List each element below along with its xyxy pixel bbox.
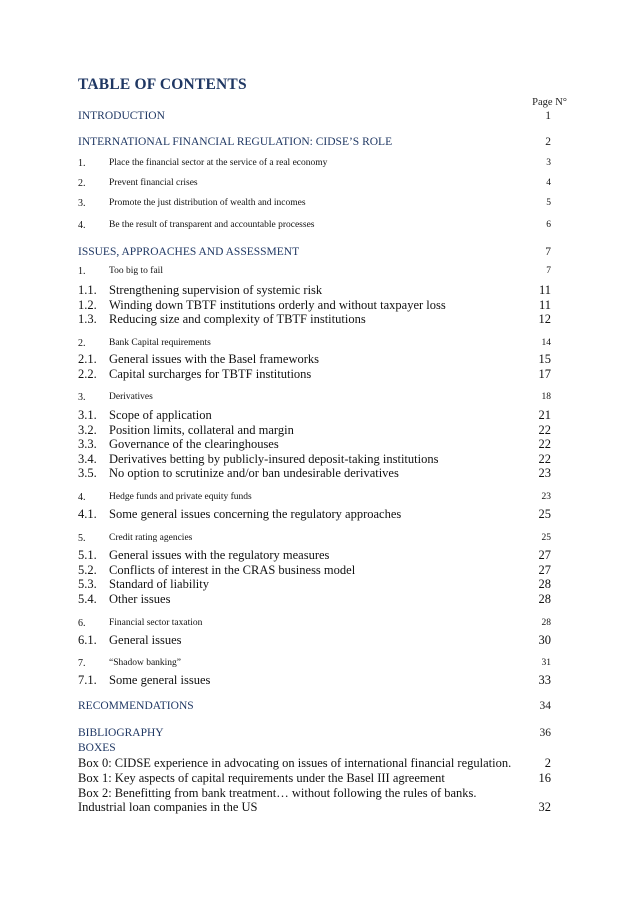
toc-entry-text: Credit rating agencies — [109, 533, 193, 543]
toc-entry-text: Position limits, collateral and margin — [109, 423, 294, 437]
toc-entry — [78, 367, 551, 384]
toc-entry-page: 17 — [538, 367, 551, 381]
toc-entry-number: 1.2. — [78, 298, 97, 312]
toc-entry — [78, 198, 551, 215]
toc-entry-page: 3 — [546, 158, 551, 168]
toc-entry — [78, 392, 551, 409]
toc-entry-page: 28 — [541, 618, 551, 628]
toc-entry-page: 2 — [545, 136, 551, 148]
toc-entry-page: 1 — [545, 110, 551, 122]
toc-entry-number: 6.1. — [78, 633, 97, 647]
toc-entry — [78, 673, 551, 690]
toc-entry-page: 31 — [541, 658, 551, 668]
toc-entry-text: Place the financial sector at the service of a real economy — [109, 158, 328, 168]
toc-entry-number: 5. — [78, 533, 86, 544]
toc-entry-page: 11 — [538, 283, 551, 297]
toc-entry-text: Scope of application — [109, 408, 212, 422]
toc-entry-text: Box 2: Benefitting from bank treatment… without following the rules of banks. — [78, 786, 477, 800]
toc-entry-page: 22 — [538, 452, 551, 466]
page-number-column-label: Page N° — [532, 97, 567, 108]
toc-entry-text: No option to scrutinize and/or ban undesirable derivatives — [109, 466, 399, 480]
toc-entry — [78, 110, 551, 127]
toc-entry-number: 2.1. — [78, 352, 97, 366]
toc-entry-page: 5 — [546, 198, 551, 208]
toc-entry-number: 2.2. — [78, 367, 97, 381]
toc-entry-page: 11 — [538, 298, 551, 312]
toc-entry-page: 16 — [538, 771, 551, 785]
toc-entry-page: 22 — [538, 437, 551, 451]
toc-entry-page: 34 — [539, 700, 551, 712]
toc-entry-number: 1. — [78, 266, 86, 277]
toc-entry-page: 6 — [546, 220, 551, 230]
toc-entry-text: General issues — [109, 633, 182, 647]
toc-entry-text: Capital surcharges for TBTF institutions — [109, 367, 312, 381]
toc-entry-text: Prevent financial crises — [109, 178, 198, 188]
toc-entry-page: 2 — [544, 756, 551, 770]
toc-entry-text: Reducing size and complexity of TBTF institutions — [109, 312, 366, 326]
toc-entry-text: Some general issues — [109, 673, 211, 687]
toc-entry-number: 3.3. — [78, 437, 97, 451]
toc-entry-number: 5.1. — [78, 548, 97, 562]
toc-entry-page: 23 — [538, 466, 551, 480]
toc-entry — [78, 220, 551, 237]
toc-entry-number: 4. — [78, 492, 86, 503]
toc-entry-page: 27 — [538, 563, 551, 577]
toc-entry-number: 6. — [78, 618, 86, 629]
toc-entry-page: 25 — [541, 533, 551, 543]
toc-entry-text: Conflicts of interest in the CRAS business model — [109, 563, 356, 577]
toc-entry-page: 4 — [546, 178, 551, 188]
toc-entry-page: 18 — [541, 392, 551, 402]
toc-entry-text: Some general issues concerning the regulatory approaches — [109, 507, 402, 521]
toc-entry-page: 12 — [538, 312, 551, 326]
toc-entry-page: 36 — [539, 727, 551, 739]
toc-entry — [78, 178, 551, 195]
toc-entry-number: 1. — [78, 158, 86, 169]
toc-entry-text: Be the result of transparent and accountable processes — [109, 220, 315, 230]
toc-entry-page: 7 — [546, 266, 551, 276]
toc-entry-text: Standard of liability — [109, 577, 209, 591]
toc-entry-page: 30 — [538, 633, 551, 647]
toc-entry-text: General issues with the Basel frameworks — [109, 352, 320, 366]
toc-entry-number: 4.1. — [78, 507, 97, 521]
toc-entry-text: Financial sector taxation — [109, 618, 203, 628]
toc-entry-number: 3.5. — [78, 466, 97, 480]
toc-entry-number: 3.4. — [78, 452, 97, 466]
toc-entry-page: 28 — [538, 592, 551, 606]
toc-entry-text: INTRODUCTION — [78, 110, 165, 122]
toc-entry-text: Promote the just distribution of wealth and incomes — [109, 198, 306, 208]
toc-entry-text: General issues with the regulatory measures — [109, 548, 330, 562]
toc-entry-page: 22 — [538, 423, 551, 437]
toc-entry-text: Hedge funds and private equity funds — [109, 492, 252, 502]
toc-entry — [78, 312, 551, 329]
toc-entry-text: Box 1: Key aspects of capital requirements under the Basel III agreement — [78, 771, 445, 785]
toc-entry-page: 25 — [538, 507, 551, 521]
toc-entry — [78, 633, 551, 650]
toc-entry-number: 5.4. — [78, 592, 97, 606]
toc-entry-text: Box 0: CIDSE experience in advocating on issues of international financial regulation. — [78, 756, 512, 770]
toc-entry-number: 2. — [78, 338, 86, 349]
toc-entry-number: 1.1. — [78, 283, 97, 297]
toc-entry-number: 1.3. — [78, 312, 97, 326]
toc-entry — [78, 592, 551, 609]
toc-entry-page: 21 — [538, 408, 551, 422]
toc-entry-number: 5.2. — [78, 563, 97, 577]
toc-entry-text: Governance of the clearinghouses — [109, 437, 279, 451]
toc-entry-text: BOXES — [78, 742, 116, 754]
toc-entry-text: Derivatives — [109, 392, 153, 402]
toc-entry-number: 7. — [78, 658, 86, 669]
toc-entry-page: 32 — [538, 800, 551, 814]
toc-entry-page: 23 — [541, 492, 551, 502]
toc-entry-text: Winding down TBTF institutions orderly and without taxpayer loss — [109, 298, 446, 312]
toc-entry-page: 27 — [538, 548, 551, 562]
toc-entry-text: “Shadow banking” — [109, 658, 182, 668]
toc-entry-text: Industrial loan companies in the US — [78, 800, 258, 814]
toc-entry-page: 15 — [538, 352, 551, 366]
toc-entry-number: 3. — [78, 198, 86, 209]
toc-entry-text: Strengthening supervision of systemic risk — [109, 283, 323, 297]
toc-entry — [78, 466, 551, 483]
toc-entry — [78, 246, 551, 263]
toc-entry-page: 7 — [545, 246, 551, 258]
toc-entry-text: Other issues — [109, 592, 171, 606]
toc-entry-text: INTERNATIONAL FINANCIAL REGULATION: CIDSE’S ROLE — [78, 136, 393, 148]
toc-entry — [78, 800, 551, 817]
toc-entry — [78, 507, 551, 524]
toc-entry — [78, 136, 551, 153]
toc-entry-page: 14 — [541, 338, 551, 348]
toc-entry-page: 33 — [538, 673, 551, 687]
toc-title: TABLE OF CONTENTS — [78, 76, 247, 93]
toc-entry — [78, 158, 551, 175]
toc-entry — [78, 700, 551, 717]
toc-entry-text: Bank Capital requirements — [109, 338, 211, 348]
toc-entry-text: Too big to fail — [109, 266, 163, 276]
toc-entry-number: 4. — [78, 220, 86, 231]
toc-entry-text: BIBLIOGRAPHY — [78, 727, 164, 739]
toc-entry-number: 3.2. — [78, 423, 97, 437]
toc-entry-number: 7.1. — [78, 673, 97, 687]
toc-entry-number: 3. — [78, 392, 86, 403]
toc-entry-page: 28 — [538, 577, 551, 591]
toc-entry-number: 3.1. — [78, 408, 97, 422]
toc-entry-text: ISSUES, APPROACHES AND ASSESSMENT — [78, 246, 300, 258]
toc-entry-number: 5.3. — [78, 577, 97, 591]
toc-entry-number: 2. — [78, 178, 86, 189]
toc-entry — [78, 266, 551, 283]
toc-entry-text: Derivatives betting by publicly-insured deposit-taking institutions — [109, 452, 439, 466]
toc-entry-text: RECOMMENDATIONS — [78, 700, 194, 712]
